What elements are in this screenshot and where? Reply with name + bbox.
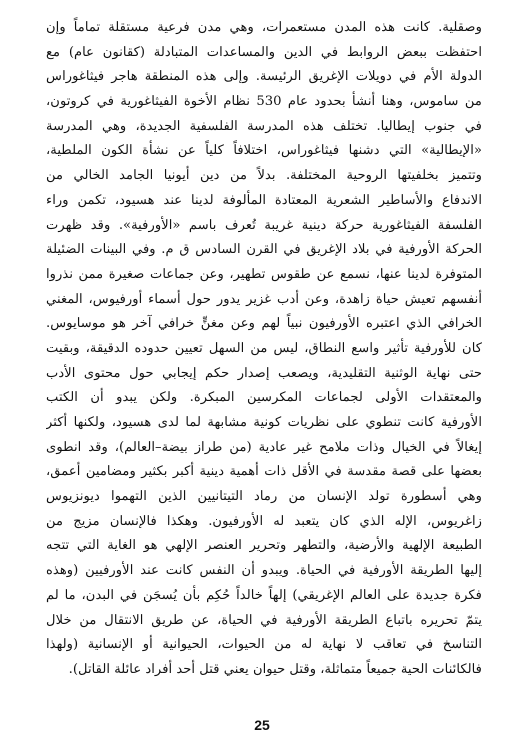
text-line: الحركة الأورفية في بلاد الإغريق في القرن السادس ق م. وفي البينات الضئيلة — [46, 242, 482, 258]
text-line: فالكائنات الحية جميعاً متماثلة، وقتل حيوان يعني قتل أحد أفراد عائلة القاتل). — [68, 661, 482, 677]
text-line: وهي أسطورة تولد الإنسان من رماد التيتانيين الذين التهموا ديونزيوس — [46, 489, 482, 505]
text-line: الاندفاع والأساطير الشعرية المعتادة المألوفة لدينا عند هسيود، تكمن وراء — [46, 192, 482, 208]
text-line: احتفظت ببعض الروابط في الدين والمساعدات المتبادلة (كقانون عام) مع — [46, 44, 482, 60]
text-line: الأورفية كانت تنطوي على نظريات كونية مشابهة لما لدى هسيود، ولكنها أكثر — [46, 415, 482, 430]
text-line: والمعتقدات الأولى لجماعات المكرسين المبكرة. ولكن يبدو أن الكتب — [46, 390, 482, 406]
text-line: إليها الطريقة الأورفية في الحياة. ويبدو أن النفس كانت عند الأورفيين (وهذه — [46, 563, 482, 579]
text-line: التناسخ في تعاقب لا نهاية له من الحيوات، الحيوانية أو الإنسانية (ولهذا — [46, 637, 482, 653]
text-line: في جنوب إيطاليا. تختلف هذه المدرسة الفلسفية الجديدة، وهي المدرسة — [46, 118, 482, 134]
body-text — [46, 16, 482, 683]
text-line: وصقلية. كانت هذه المدن مستعمرات، وهي مدن فرعية مستقلة تماماً وإن — [46, 20, 482, 35]
text-line: «الإيطالية» التي دشنها فيثاغوراس، اختلافاً كلياً عن نشأة الكون الملطية، — [46, 143, 482, 159]
text-line: يتمّ تحريره باتباع الطريقة الأورفية في الحياة، عن طريق الانتقال من خلال — [46, 612, 482, 628]
text-line: بعضها على قصة مقدسة في الأقل ذات أهمية دينية أكبر بكثير ومضامين أعمق، — [46, 464, 482, 480]
text-line: من ساموس، وهنا أنشأ بحدود عام 530 نظام الأخوة الفيثاغورية في كروتون، — [46, 94, 482, 110]
text-line: الفلسفة الفيثاغورية حركة دينية غريبة تُعرف باسم «الأورفية». وقد ظهرت — [46, 217, 482, 233]
text-line: إيغالاً في الخيال وذات ملامح غير عادية (من طراز بيضة–العالم)، وقد انطوى — [46, 439, 482, 455]
text-line: حتى نهاية الوثنية التقليدية، ويصعب إصدار حكم إيجابي حول محتوى الأدب — [46, 365, 482, 381]
text-line: أنفسهم تعيش حياة زاهدة، وعن أدب غزير يدور حول أسماء أورفيوس، المغني — [46, 291, 482, 307]
text-line: الخرافي الذي اعتبره الأورفيون نبياً لهم وعن مغنٍّ خرافي آخر هو موسايوس. — [46, 316, 482, 332]
text-line: المتوفرة لدينا عنها، نسمع عن طقوس تطهير، وعن جماعات صغيرة ممن نذروا — [46, 266, 482, 282]
text-line: زاغريوس، الإله الذي كان يتعبد له الأورفيون. وهكذا فالإنسان مزيج من — [46, 513, 482, 529]
text-line: الدولة الأم في دويلات الإغريق الرئيسة. وإلى هذه المنطقة هاجر فيثاغوراس — [46, 69, 482, 85]
text-line: فكرة جديدة على العالم الإغريقي) إلهاً خالداً حُكِم بأن يُسجَن في البدن، ما لم — [46, 587, 482, 603]
page-number: 25 — [254, 717, 270, 733]
text-line: وتتميز بخلفيتها الروحية المختلفة. بدلاً من دين أيونيا الجامد الخالي من — [46, 168, 482, 184]
text-line: الطبيعة الإلهية والأرضية، والتطهر وتحرير العنصر الإلهي هو الغاية التي تتجه — [46, 538, 482, 554]
text-line: كان للأورفية تأثير واسع النطاق، ليس من السهل تعيين حدوده الدقيقة، وبقيت — [46, 340, 482, 356]
